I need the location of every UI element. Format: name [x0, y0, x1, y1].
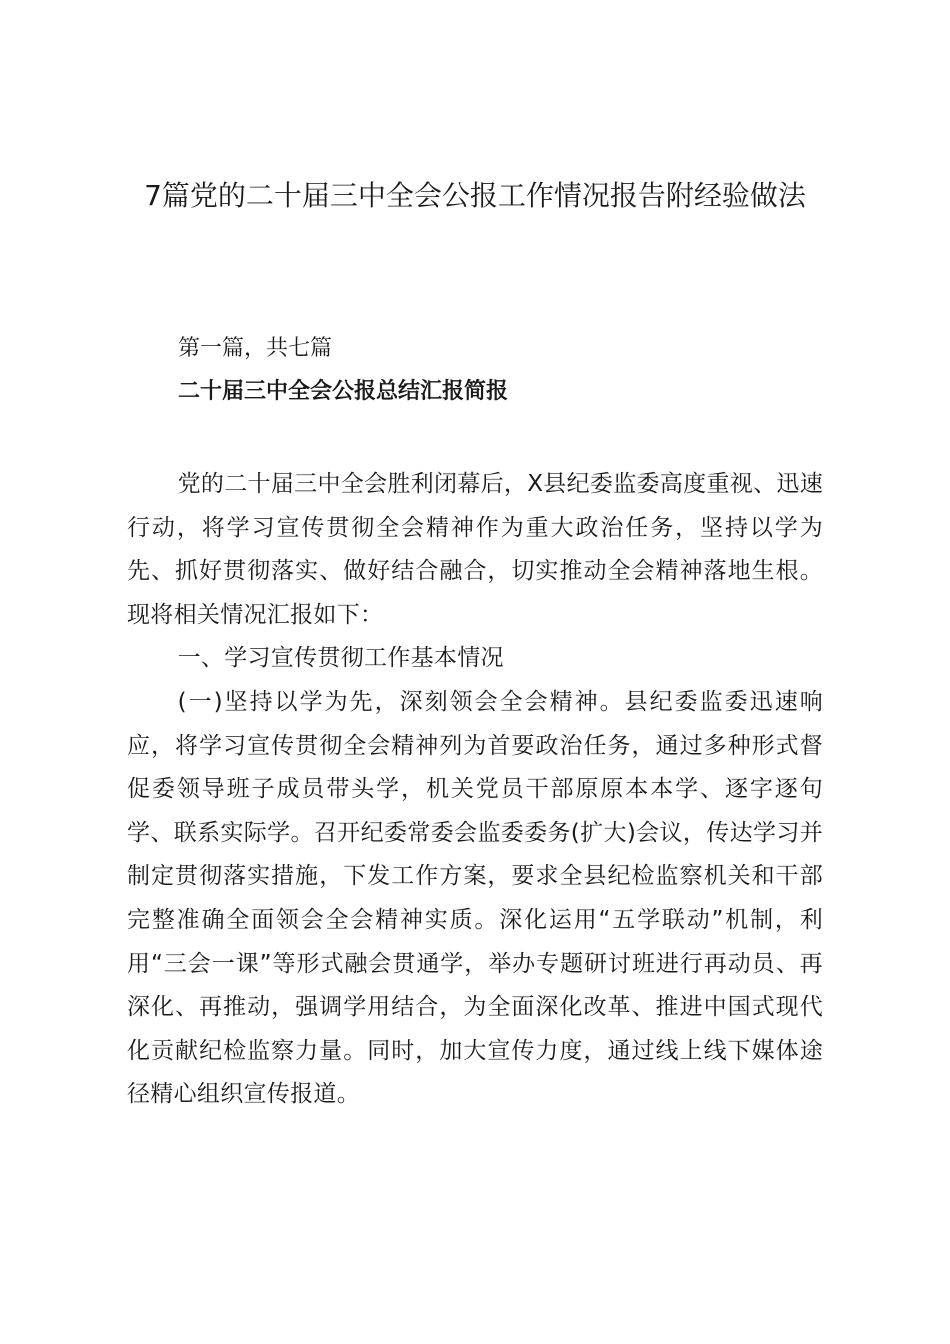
part-heading: 二十届三中全会公报总结汇报简报 — [178, 379, 509, 404]
section-paragraph: (一)坚持以学为先，深刻领会全会精神。县纪委监委迅速响应，将学习宣传贯彻全会精神列为首要政治任务，通过多种形式督促委领导班子成员带头学，机关党员干部原原本本学、逐字逐句学、联系实际学。召开纪委常委会监委委务(扩大)会议，传达学习并制定贯彻落实措施，下发工作方案，要求全县纪检监察机关和干部完整准确全面领会全会精神实质。深化运用“五学联动”机制，利用“三会一课”等形式融会贯通学，举办专题研讨班进行再动员、再深化、再推动，强调学用结合，为全面深化改革、推进中国式现代化贡献纪检监察力量。同时，加大宣传力度，通过线上线下媒体途径精心组织宣传报道。 — [127, 688, 823, 1108]
intro-paragraph: 党的二十届三中全会胜利闭幕后，X县纪委监委高度重视、迅速行动，将学习宣传贯彻全会精神作为重大政治任务，坚持以学为先、抓好贯彻落实、做好结合融合，切实推动全会精神落地生根。现将相关情况汇报如下： — [127, 471, 823, 628]
document-title: 7篇党的二十届三中全会公报工作情况报告附经验做法 — [144, 179, 806, 212]
part-label: 第一篇，共七篇 — [178, 336, 333, 361]
section-heading: 一、学习宣传贯彻工作基本情况 — [177, 645, 504, 672]
document-body — [127, 463, 823, 1117]
